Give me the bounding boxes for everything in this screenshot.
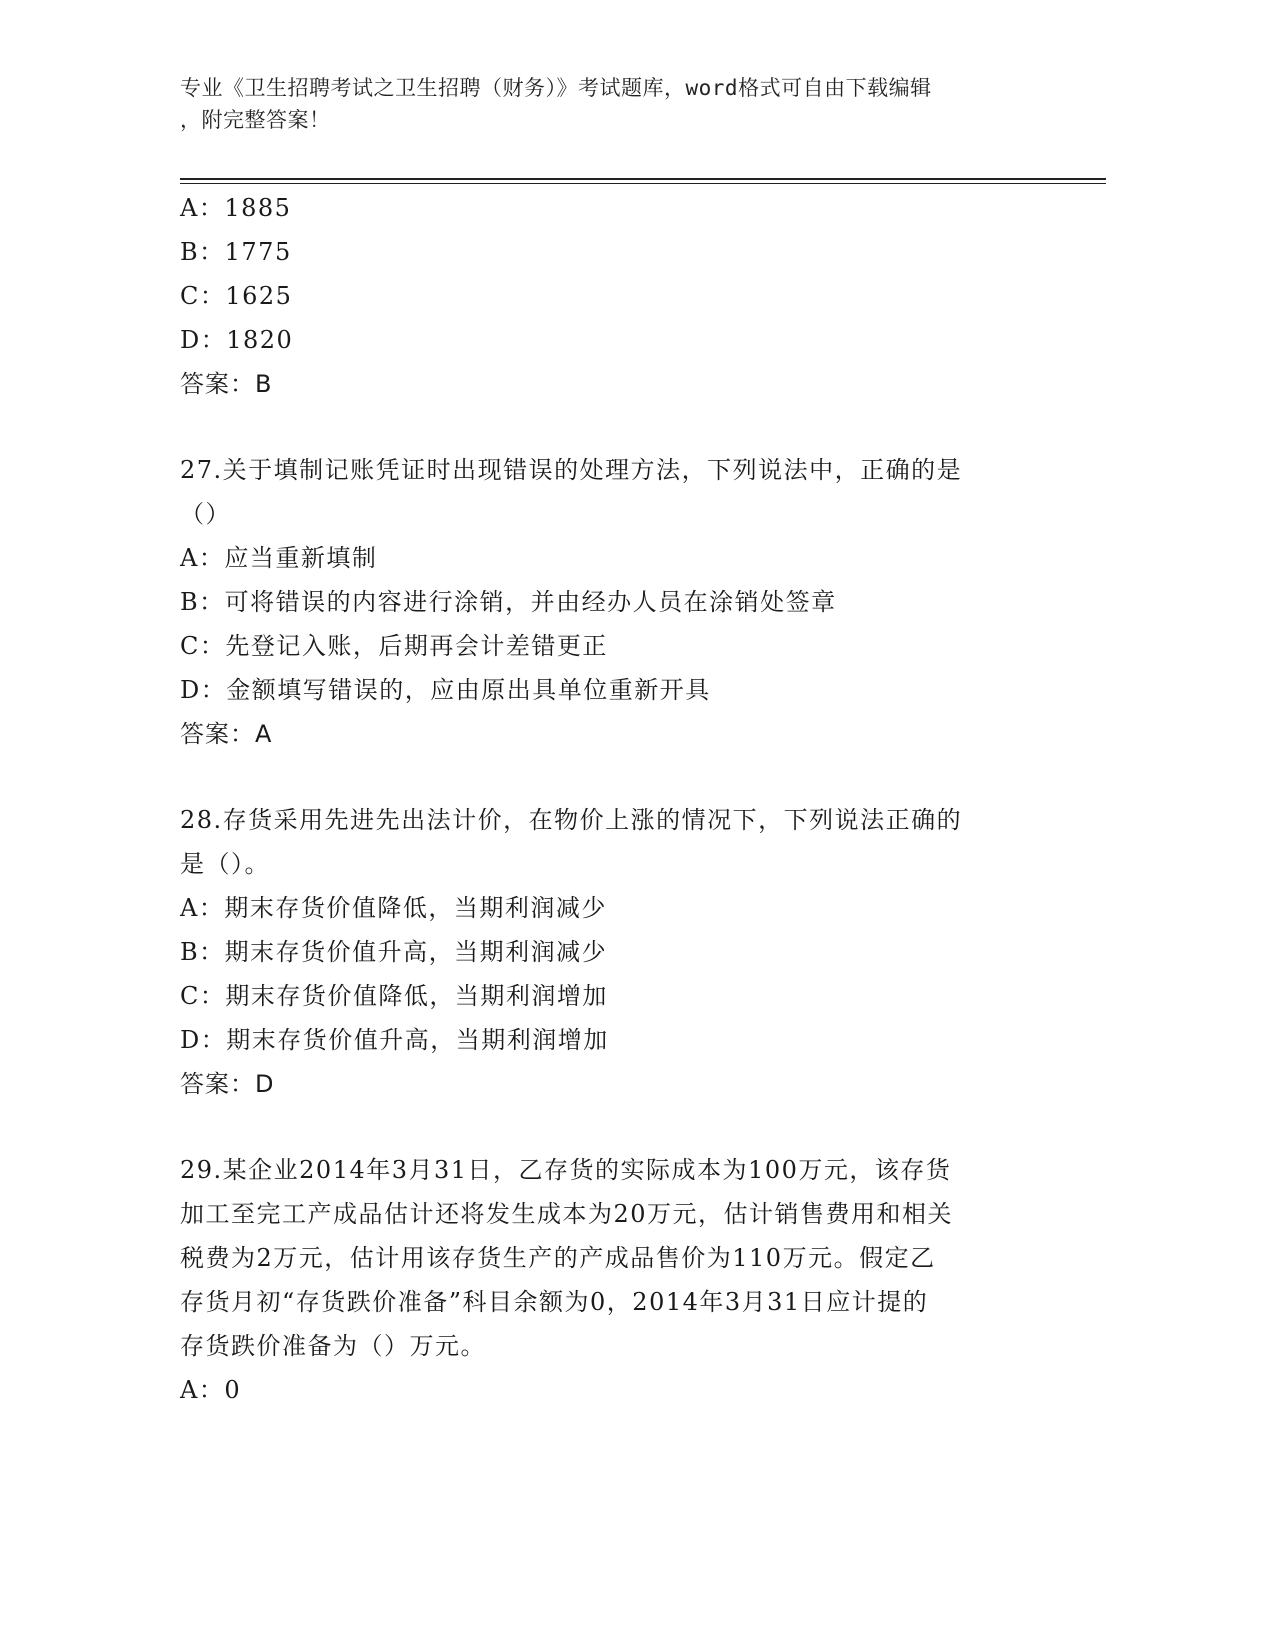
question-stem-line: （） <box>180 500 231 528</box>
answer-line: 答案：D <box>180 1070 275 1098</box>
option-c: C：1625 <box>180 282 293 310</box>
option-c: C：期末存货价值降低，当期利润增加 <box>180 982 608 1010</box>
question-stem-line: 存货跌价准备为（）万元。 <box>180 1332 486 1360</box>
option-d: D：金额填写错误的，应由原出具单位重新开具 <box>180 676 711 704</box>
option-a: A：0 <box>180 1376 242 1404</box>
option-b: B：可将错误的内容进行涂销，并由经办人员在涂销处签章 <box>180 588 837 616</box>
option-c: C：先登记入账，后期再会计差错更正 <box>180 632 608 660</box>
header-divider-thick <box>180 178 1106 180</box>
answer-line: 答案：A <box>180 720 273 748</box>
question-stem-line: 加工至完工产成品估计还将发生成本为20万元，估计销售费用和相关 <box>180 1200 954 1228</box>
question-stem-line: 存货月初“存货跌价准备”科目余额为0，2014年3月31日应计提的 <box>180 1288 929 1316</box>
option-d: D：1820 <box>180 326 294 354</box>
header-line-2: ，附完整答案！ <box>180 108 331 132</box>
header-divider-thin <box>180 183 1106 184</box>
question-gap <box>180 1106 1040 1148</box>
question-stem-line: 27.关于填制记账凭证时出现错误的处理方法，下列说法中，正确的是 <box>180 456 963 484</box>
option-d: D：期末存货价值升高，当期利润增加 <box>180 1026 609 1054</box>
question-stem-line: 28.存货采用先进先出法计价，在物价上涨的情况下，下列说法正确的 <box>180 806 963 834</box>
option-b: B：期末存货价值升高，当期利润减少 <box>180 938 608 966</box>
question-block-29 <box>180 1148 1040 1412</box>
question-block-27 <box>180 448 1040 756</box>
question-gap <box>180 756 1040 798</box>
option-a: A：应当重新填制 <box>180 544 378 572</box>
question-stem-line: 税费为2万元，估计用该存货生产的产成品售价为110万元。假定乙 <box>180 1244 936 1272</box>
question-gap <box>180 406 1040 448</box>
answer-line: 答案：B <box>180 370 273 398</box>
option-a: A：期末存货价值降低，当期利润减少 <box>180 894 607 922</box>
document-header <box>180 72 1040 136</box>
option-b: B：1775 <box>180 238 292 266</box>
question-list <box>180 186 1040 1412</box>
question-block-28 <box>180 798 1040 1106</box>
header-line-1: 专业《卫生招聘考试之卫生招聘（财务）》考试题库，word格式可自由下载编辑 <box>180 76 932 100</box>
question-stem-line: 是（）。 <box>180 850 270 878</box>
question-stem-line: 29.某企业2014年3月31日，乙存货的实际成本为100万元，该存货 <box>180 1156 952 1184</box>
option-a: A：1885 <box>180 194 292 222</box>
question-block-26 <box>180 186 1040 406</box>
